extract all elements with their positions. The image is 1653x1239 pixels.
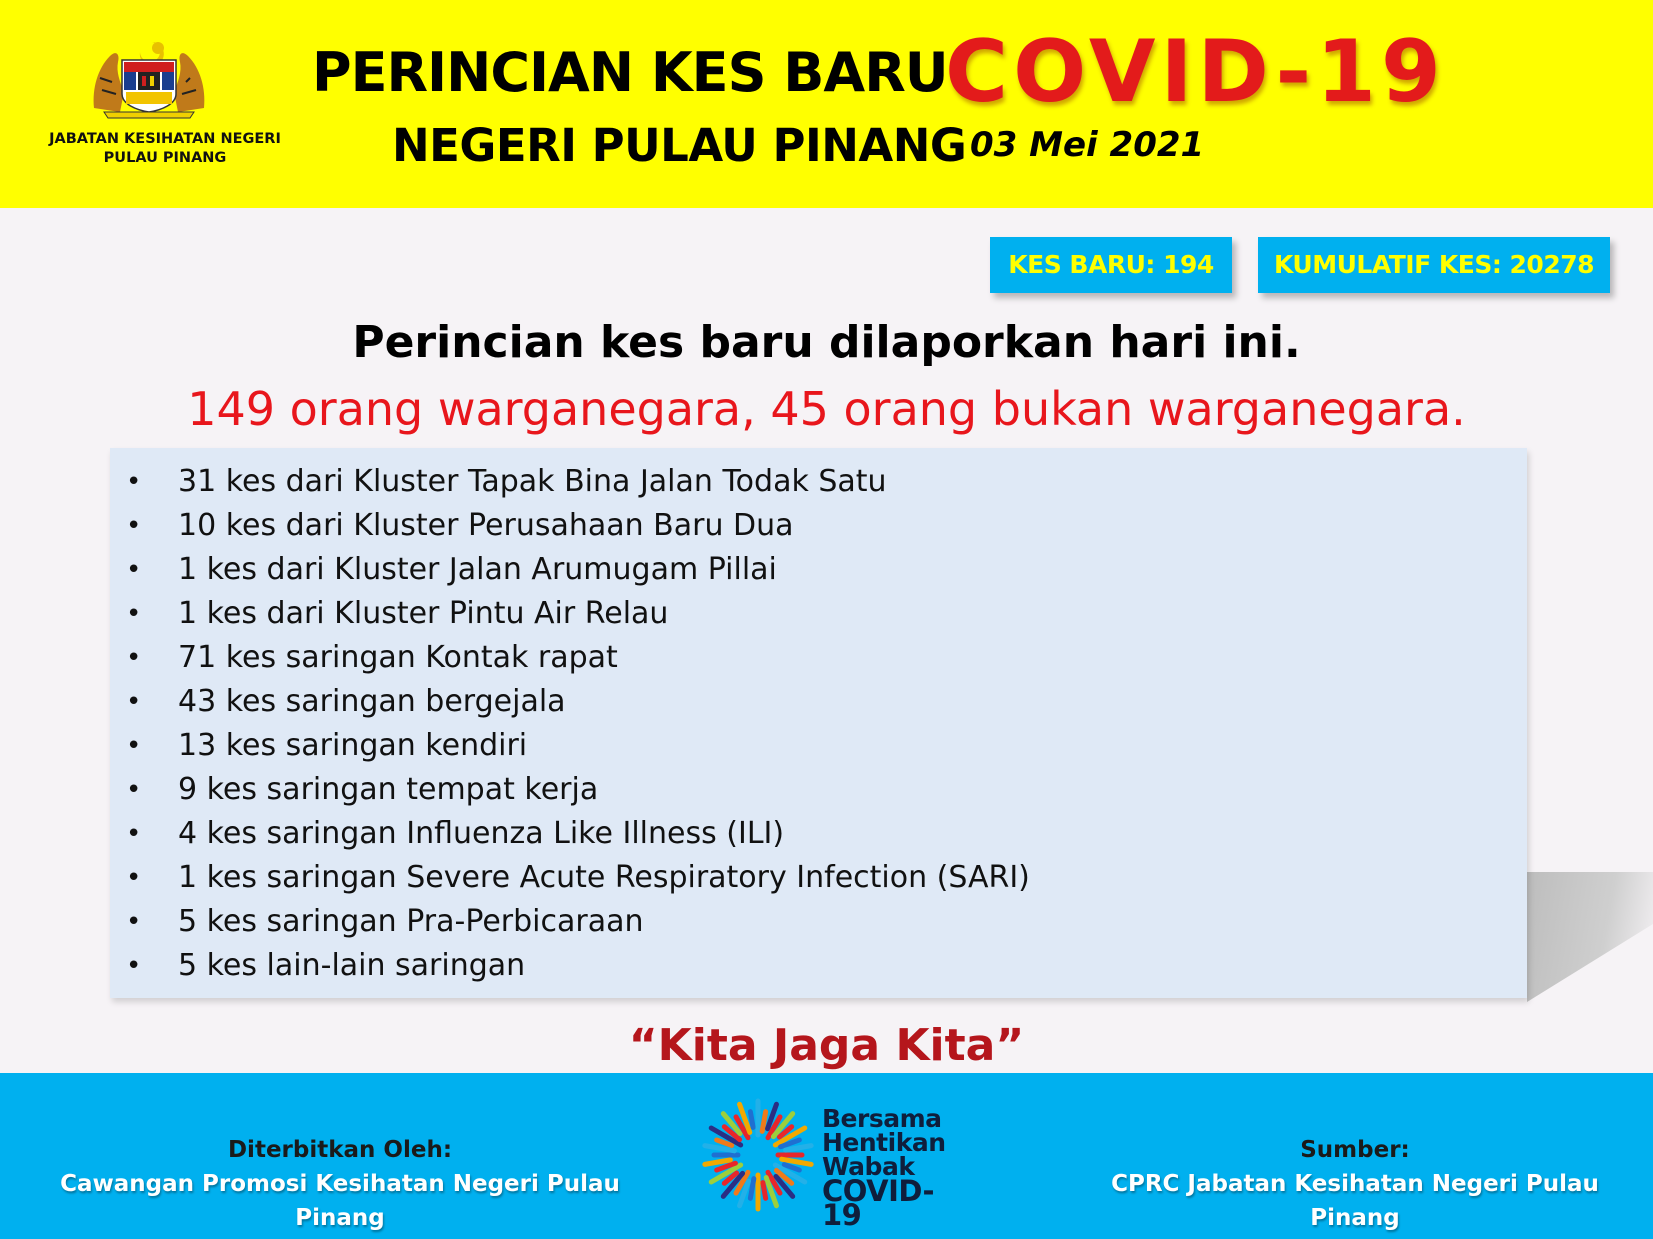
- case-text: 31 kes dari Kluster Tapak Bina Jalan Todak Satu: [178, 464, 887, 499]
- section-heading: Perincian kes baru dilaporkan hari ini.: [352, 317, 1301, 368]
- source-block: [1090, 1133, 1620, 1235]
- bullet-icon: •: [126, 775, 142, 805]
- page-title: PERINCIAN KES BARU: [312, 41, 948, 104]
- malaysia-coat-of-arms-icon: [90, 38, 208, 120]
- burst-ray: [750, 1112, 753, 1128]
- bullet-icon: •: [126, 511, 142, 541]
- report-date: 03 Mei 2021: [970, 125, 1205, 165]
- agency-name: [20, 130, 310, 168]
- list-item: [110, 680, 1527, 724]
- publisher-name: Cawangan Promosi Kesihatan Negeri Pulau Pinang: [60, 1171, 620, 1231]
- citizenship-summary: 149 orang warganegara, 45 orang bukan warganegara.: [187, 382, 1466, 436]
- bullet-icon: •: [126, 951, 142, 981]
- campaign-text: [822, 1104, 968, 1232]
- case-breakdown-list: [110, 448, 1527, 998]
- agency-line-1: JABATAN KESIHATAN NEGERI: [49, 131, 281, 147]
- list-item: [110, 900, 1527, 944]
- bullet-icon: •: [126, 731, 142, 761]
- campaign-logo: [698, 1095, 968, 1232]
- list-item: [110, 768, 1527, 812]
- campaign-line-4: COVID-19: [822, 1174, 935, 1232]
- list-item: [110, 592, 1527, 636]
- case-text: 4 kes saringan Influenza Like Illness (ILI): [178, 816, 785, 851]
- source-name: CPRC Jabatan Kesihatan Negeri Pulau Pinang: [1111, 1171, 1599, 1231]
- bullet-icon: •: [126, 863, 142, 893]
- list-item: [110, 856, 1527, 900]
- slogan: “Kita Jaga Kita”: [628, 1020, 1025, 1071]
- list-item: [110, 548, 1527, 592]
- list-item: [110, 460, 1527, 504]
- agency-line-2: PULAU PINANG: [103, 150, 227, 166]
- list-item: [110, 812, 1527, 856]
- publisher-label: Diterbitkan Oleh:: [227, 1137, 453, 1163]
- new-cases-badge: KES BARU: 194: [990, 237, 1232, 293]
- bullet-icon: •: [126, 555, 142, 585]
- bullet-icon: •: [126, 643, 142, 673]
- case-text: 71 kes saringan Kontak rapat: [178, 640, 618, 675]
- campaign-line-3: Wabak: [822, 1152, 915, 1181]
- list-item: [110, 724, 1527, 768]
- case-text: 1 kes dari Kluster Jalan Arumugam Pillai: [178, 552, 777, 587]
- bullet-icon: •: [126, 687, 142, 717]
- list-item: [110, 636, 1527, 680]
- decorative-shadow: [1527, 872, 1653, 1002]
- covid-title: COVID-19: [945, 22, 1446, 122]
- burst-ray: [705, 1160, 731, 1165]
- list-item: [110, 944, 1527, 988]
- state-subtitle: NEGERI PULAU PINANG: [392, 119, 967, 172]
- campaign-burst-logo-icon: [698, 1095, 818, 1215]
- case-text: 5 kes lain-lain saringan: [178, 948, 526, 983]
- case-text: 9 kes saringan tempat kerja: [178, 772, 599, 807]
- burst-ray: [786, 1146, 812, 1151]
- source-label: Sumber:: [1300, 1137, 1410, 1163]
- publisher-block: [40, 1133, 640, 1235]
- case-text: 10 kes dari Kluster Perusahaan Baru Dua: [178, 508, 794, 543]
- case-text: 5 kes saringan Pra-Perbicaraan: [178, 904, 644, 939]
- list-item: [110, 504, 1527, 548]
- campaign-line-2: Hentikan: [822, 1128, 946, 1157]
- case-text: 1 kes dari Kluster Pintu Air Relau: [178, 596, 669, 631]
- case-text: 43 kes saringan bergejala: [178, 684, 566, 719]
- campaign-line-1: Bersama: [822, 1104, 942, 1133]
- bullet-icon: •: [126, 467, 142, 497]
- bullet-icon: •: [126, 907, 142, 937]
- bullet-icon: •: [126, 599, 142, 629]
- case-text: 1 kes saringan Severe Acute Respiratory Infection (SARI): [178, 860, 1030, 895]
- case-text: 13 kes saringan kendiri: [178, 728, 528, 763]
- bullet-icon: •: [126, 819, 142, 849]
- header-banner: [0, 0, 1653, 208]
- burst-ray: [763, 1183, 766, 1199]
- cumulative-cases-badge: KUMULATIF KES: 20278: [1258, 237, 1610, 293]
